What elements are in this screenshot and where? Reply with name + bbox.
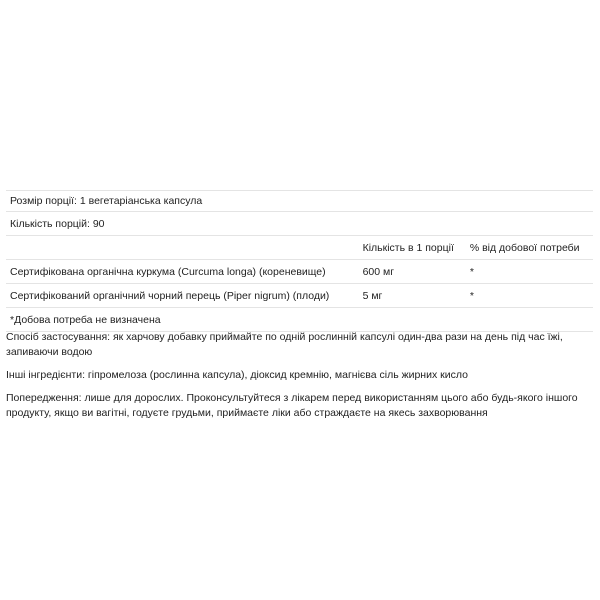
- amount-column-header: Кількість в 1 порції: [362, 241, 454, 254]
- ingredient-name: Сертифікована органічна куркума (Curcuma longa) (кореневище): [10, 265, 326, 278]
- footnote-row: [6, 308, 593, 332]
- ingredient-name: Сертифікований органічний чорний перець (Piper nigrum) (плоди): [10, 289, 330, 302]
- ingredient-amount: 5 мг: [362, 289, 383, 302]
- footnote: *Добова потреба не визначена: [10, 313, 161, 326]
- ingredient-daily-value: *: [469, 265, 474, 278]
- ingredient-row: [6, 284, 593, 308]
- usage-note: Спосіб застосування: як харчову добавку приймайте по одній рослинній капсулі один-два рази на день під час їжі, запиваючи водою: [6, 331, 563, 358]
- ingredient-amount: 600 мг: [362, 265, 395, 278]
- serving-size-row: [6, 190, 593, 212]
- warning-note: Попередження: лише для дорослих. Проконсультуйтеся з лікарем перед використанням цього або будь-якого іншого продукту, якщо ви вагітні, годуєте грудьми, приймаєте ліки або страждаєте на якесь захворювання: [6, 392, 578, 419]
- ingredient-row: [6, 260, 593, 284]
- column-header-row: [6, 236, 593, 260]
- ingredient-daily-value: *: [469, 289, 474, 302]
- servings-per-container: Кількість порцій: 90: [10, 217, 105, 230]
- supplement-facts-table: [6, 190, 593, 332]
- servings-per-container-row: [6, 212, 593, 236]
- daily-value-column-header: % від добової потреби: [469, 241, 580, 254]
- other-ingredients-note: Інші інгредієнти: гіпромелоза (рослинна капсула), діоксид кремнію, магнієва сіль жирних кисло: [6, 369, 468, 381]
- serving-size: Розмір порції: 1 вегетаріанська капсула: [10, 195, 203, 207]
